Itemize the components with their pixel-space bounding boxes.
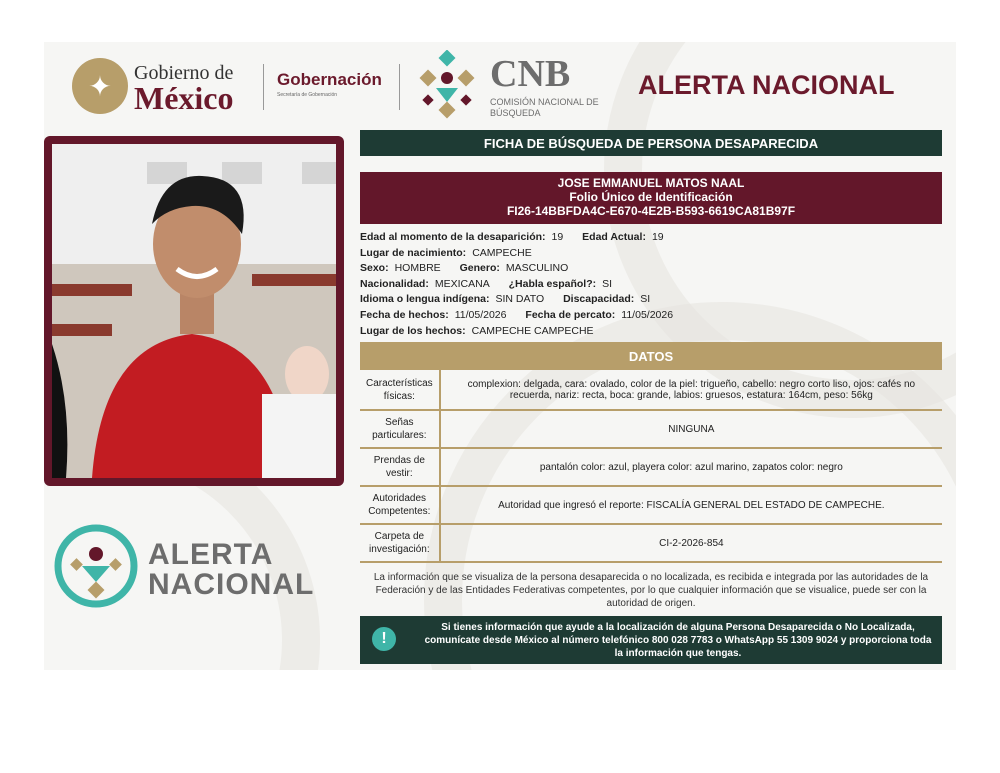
field-value: SIN DATO xyxy=(495,293,545,306)
alerta-nacional-logo-icon xyxy=(54,524,138,608)
ficha-title: FICHA DE BÚSQUEDA DE PERSONA DESAPARECIDA xyxy=(360,130,942,156)
field-row xyxy=(360,246,942,262)
field-row xyxy=(360,292,942,308)
datos-label: Autoridades Competentes: xyxy=(360,486,440,524)
datos-label: Carpeta de investigación: xyxy=(360,524,440,562)
field-row xyxy=(360,308,942,324)
datos-label: Características físicas: xyxy=(360,370,440,410)
photo-frame xyxy=(44,136,344,486)
gobernacion-logo: Gobernación xyxy=(277,70,382,89)
gobernacion-subtitle: Secretaría de Gobernación xyxy=(277,92,338,98)
search-bulletin xyxy=(44,42,956,670)
datos-value: pantalón color: azul, playera color: azul marino, zapatos color: negro xyxy=(440,448,942,486)
field-value: CAMPECHE xyxy=(472,246,532,259)
cnb-logo-icon xyxy=(412,50,482,120)
gobierno-line1: Gobierno de xyxy=(134,62,234,84)
table-row xyxy=(360,486,942,524)
header xyxy=(44,42,956,127)
field-label: Idioma o lengua indígena: xyxy=(360,293,490,306)
exclamation-icon: ! xyxy=(372,627,396,651)
field-value: 11/05/2026 xyxy=(454,308,507,321)
folio-value: FI26-14BBFDA4C-E670-4E2B-B593-6619CA81B97F xyxy=(506,204,796,218)
field-value: HOMBRE xyxy=(394,262,441,275)
table-row xyxy=(360,410,942,448)
person-name: JOSE EMMANUEL MATOS NAAL xyxy=(557,176,745,190)
field-value: 19 xyxy=(551,231,564,243)
field-label: Fecha de percato: xyxy=(525,308,616,321)
cnb-subtitle: COMISIÓN NACIONAL DE BÚSQUEDA xyxy=(490,97,599,118)
datos-value: Autoridad que ingresó el reporte: FISCALÍA GENERAL DEL ESTADO DE CAMPECHE. xyxy=(440,486,942,524)
folio-label: Folio Único de Identificación xyxy=(569,190,733,204)
table-row xyxy=(360,524,942,562)
field-label: ¿Habla español?: xyxy=(508,277,597,290)
field-value: SI xyxy=(602,277,613,290)
divider xyxy=(399,64,400,110)
person-fields xyxy=(360,230,942,339)
field-label: Sexo: xyxy=(360,262,389,275)
field-row xyxy=(360,277,942,293)
datos-table xyxy=(360,370,942,563)
field-label: Discapacidad: xyxy=(563,293,635,306)
field-label: Lugar de nacimiento: xyxy=(360,246,467,259)
field-row xyxy=(360,230,942,246)
field-label: Fecha de hechos: xyxy=(360,308,449,321)
field-value: 11/05/2026 xyxy=(621,308,674,321)
field-value: SI xyxy=(640,293,651,306)
datos-value: complexion: delgada, cara: ovalado, color de la piel: trigueño, cabello: negro corto liso, ojos: cafés no recuerda, nariz: recta, boca: grande, labios: gruesos, estatura: 164cm, peso: 56kg xyxy=(440,370,942,410)
gobierno-line2: México xyxy=(134,80,234,116)
datos-label: Señas particulares: xyxy=(360,410,440,448)
field-row xyxy=(360,324,942,340)
datos-label: Prendas de vestir: xyxy=(360,448,440,486)
help-banner xyxy=(360,616,942,664)
datos-value: NINGUNA xyxy=(440,410,942,448)
field-label: Edad al momento de la desaparición: xyxy=(360,231,546,243)
mexico-seal-icon: ✦ xyxy=(72,58,128,114)
person-photo-illustration xyxy=(52,144,336,478)
field-value: CAMPECHE CAMPECHE xyxy=(471,324,594,337)
person-name-box xyxy=(360,172,942,224)
field-label: Edad Actual: xyxy=(582,231,646,243)
table-row xyxy=(360,448,942,486)
alerta-logo-line1: ALERTA xyxy=(148,538,274,571)
missing-person-photo xyxy=(52,144,336,478)
cnb-title: CNB xyxy=(490,53,571,95)
field-label: Lugar de los hechos: xyxy=(360,324,466,337)
field-value: MEXICANA xyxy=(434,277,490,290)
field-label: Genero: xyxy=(459,262,500,275)
help-text: Si tienes información que ayude a la localización de alguna Persona Desaparecida o No Localizada, comunícate desde México al número telefónico 800 028 7783 o WhatsApp 55 1309 9024 y proporciona toda la información que tengas. xyxy=(424,622,932,660)
table-row xyxy=(360,370,942,410)
field-value: 19 xyxy=(651,231,664,243)
alerta-nacional-title: ALERTA NACIONAL xyxy=(638,70,895,100)
datos-value: CI-2-2026-854 xyxy=(440,524,942,562)
info-column xyxy=(360,130,942,664)
field-label: Nacionalidad: xyxy=(360,277,429,290)
field-value: MASCULINO xyxy=(505,262,569,275)
alerta-logo-line2: NACIONAL xyxy=(148,568,315,601)
datos-title: DATOS xyxy=(360,342,942,370)
field-row xyxy=(360,261,942,277)
divider xyxy=(263,64,264,110)
disclaimer-text: La información que se visualiza de la persona desaparecida o no localizada, es recibida e integrada por las autoridades de la Federación y de las Entidades Federativas competentes, por lo que cualquier información que se visualice, puede ser con la autoridad de origen. xyxy=(373,572,929,610)
